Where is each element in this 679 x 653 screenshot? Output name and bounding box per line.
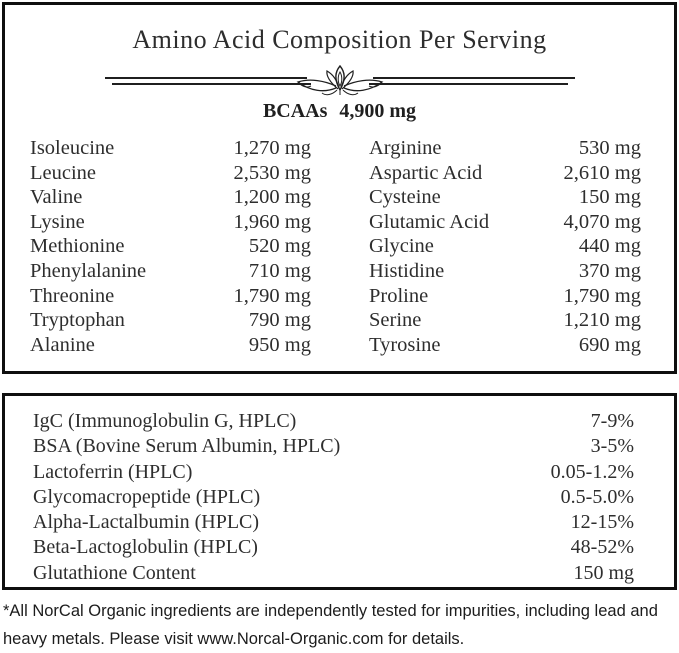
table-row — [369, 308, 641, 333]
fraction-value: 12-15% — [570, 511, 634, 534]
table-row — [30, 308, 311, 333]
table-row — [30, 136, 311, 161]
fleur-ornament-icon — [298, 66, 382, 95]
fraction-name: Lactoferrin (HPLC) — [33, 460, 193, 483]
fraction-value: 0.05-1.2% — [550, 460, 634, 483]
table-row — [30, 284, 311, 309]
protein-fractions-table — [33, 409, 634, 586]
amino-amount: 2,610 mg — [563, 161, 641, 184]
amino-name: Serine — [369, 309, 422, 332]
bcaa-subtitle — [5, 100, 674, 123]
fraction-name: Alpha-Lactalbumin (HPLC) — [33, 511, 260, 534]
amino-name: Isoleucine — [30, 137, 115, 159]
amino-name: Leucine — [30, 161, 97, 184]
amino-name: Phenylalanine — [30, 259, 147, 282]
amino-amount: 1,790 mg — [563, 284, 641, 307]
bcaa-label: BCAAs — [262, 100, 328, 122]
amino-column-right — [369, 136, 641, 357]
amino-amount: 1,200 mg — [233, 186, 311, 209]
amino-name: Histidine — [369, 259, 445, 282]
table-row — [30, 259, 311, 284]
table-row — [33, 510, 634, 535]
fraction-name: Glycomacropeptide (HPLC) — [33, 485, 261, 508]
amino-name: Proline — [369, 284, 429, 307]
composition-panel — [2, 2, 677, 374]
amino-name: Valine — [30, 186, 83, 209]
amino-name: Aspartic Acid — [369, 161, 483, 184]
table-row — [369, 234, 641, 259]
table-row — [369, 284, 641, 309]
amino-acid-table — [30, 136, 641, 357]
table-row — [30, 333, 311, 358]
panel-title: Amino Acid Composition Per Serving — [132, 25, 547, 54]
table-row — [33, 434, 634, 459]
amino-name: Glycine — [369, 235, 434, 258]
amino-amount: 1,790 mg — [233, 284, 311, 307]
amino-name: Arginine — [369, 137, 442, 159]
table-row — [33, 460, 634, 485]
amino-name: Tryptophan — [30, 309, 125, 332]
table-row — [369, 136, 641, 161]
fraction-value: 0.5-5.0% — [560, 485, 634, 508]
amino-amount: 950 mg — [248, 333, 311, 356]
bcaa-value: 4,900 mg — [339, 100, 417, 122]
table-row — [30, 161, 311, 186]
table-row — [30, 234, 311, 259]
amino-amount: 530 mg — [578, 137, 641, 159]
table-row — [33, 485, 634, 510]
table-row — [369, 161, 641, 186]
footnote-text: *All NorCal Organic ingredients are independently tested for impurities, including lead and heavy metals. Please visit www.Norcal-Organic.com for details. — [3, 602, 658, 648]
fraction-name: Beta-Lactoglobulin (HPLC) — [33, 536, 258, 559]
amino-amount: 150 mg — [578, 186, 641, 209]
amino-name: Lysine — [30, 210, 85, 233]
amino-amount: 1,270 mg — [233, 137, 311, 159]
table-row — [369, 185, 641, 210]
amino-name: Cysteine — [369, 186, 441, 209]
fraction-value: 48-52% — [570, 536, 634, 559]
fraction-value: 3-5% — [590, 435, 634, 458]
amino-amount: 370 mg — [578, 259, 641, 282]
fraction-name: IgC (Immunoglobulin G, HPLC) — [33, 410, 297, 432]
table-row — [33, 409, 634, 434]
table-row — [369, 210, 641, 235]
amino-amount: 520 mg — [248, 235, 311, 258]
amino-name: Alanine — [30, 333, 95, 356]
table-row — [33, 535, 634, 560]
amino-amount: 440 mg — [578, 235, 641, 258]
table-row — [369, 333, 641, 358]
amino-name: Glutamic Acid — [369, 210, 490, 233]
ornamental-divider-icon — [95, 63, 585, 99]
amino-name: Tyrosine — [369, 333, 441, 356]
fraction-value: 7-9% — [590, 410, 634, 432]
table-row — [369, 259, 641, 284]
table-row — [30, 185, 311, 210]
amino-amount: 2,530 mg — [233, 161, 311, 184]
amino-amount: 690 mg — [578, 333, 641, 356]
amino-column-left — [30, 136, 311, 357]
fraction-name: Glutathione Content — [33, 561, 196, 584]
amino-amount: 1,210 mg — [563, 309, 641, 332]
table-row — [33, 561, 634, 586]
fraction-name: BSA (Bovine Serum Albumin, HPLC) — [33, 435, 341, 458]
amino-amount: 790 mg — [248, 309, 311, 332]
protein-fractions-panel — [2, 393, 677, 590]
amino-amount: 4,070 mg — [563, 210, 641, 233]
amino-name: Threonine — [30, 284, 115, 307]
amino-amount: 710 mg — [248, 259, 311, 282]
table-row — [30, 210, 311, 235]
amino-name: Methionine — [30, 235, 125, 258]
amino-amount: 1,960 mg — [233, 210, 311, 233]
fraction-value: 150 mg — [573, 561, 634, 584]
